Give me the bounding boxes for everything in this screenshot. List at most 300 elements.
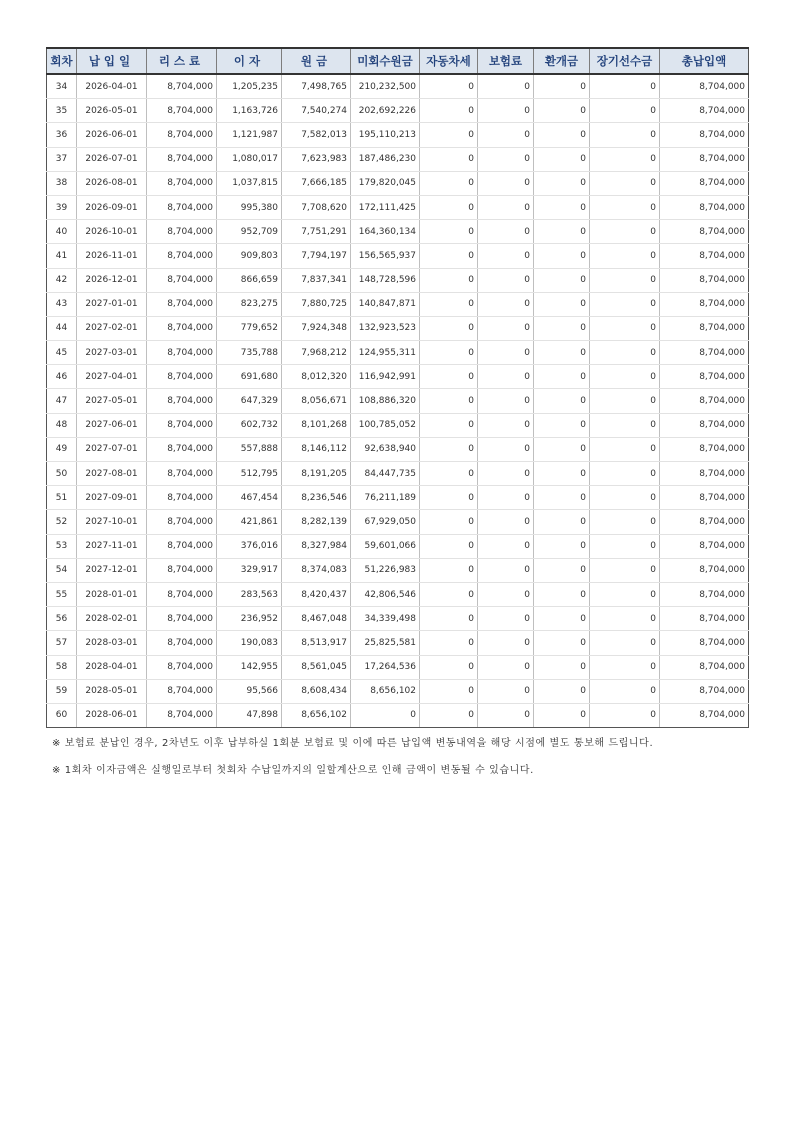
table-row xyxy=(47,389,749,413)
payment-date-cell: 2028-03-01 xyxy=(77,631,147,655)
insurance-cell: 0 xyxy=(478,703,534,727)
table-row xyxy=(47,679,749,703)
total-payment-cell: 8,704,000 xyxy=(660,413,749,437)
installment-no-cell: 46 xyxy=(47,365,77,389)
insurance-cell: 0 xyxy=(478,679,534,703)
header-interest: 이자 xyxy=(217,48,282,74)
lease-fee-cell: 8,704,000 xyxy=(147,244,217,268)
header-outstanding-principal: 미회수원금 xyxy=(351,48,420,74)
payment-date-cell: 2027-07-01 xyxy=(77,437,147,461)
refund-cell: 0 xyxy=(534,558,590,582)
principal-cell: 7,924,348 xyxy=(282,316,351,340)
principal-cell: 8,374,083 xyxy=(282,558,351,582)
installment-no-cell: 52 xyxy=(47,510,77,534)
car-tax-cell: 0 xyxy=(420,99,478,123)
principal-cell: 7,880,725 xyxy=(282,292,351,316)
principal-cell: 8,146,112 xyxy=(282,437,351,461)
refund-cell: 0 xyxy=(534,703,590,727)
principal-cell: 8,236,546 xyxy=(282,486,351,510)
refund-cell: 0 xyxy=(534,316,590,340)
car-tax-cell: 0 xyxy=(420,171,478,195)
payment-date-cell: 2027-03-01 xyxy=(77,341,147,365)
outstanding-principal-cell: 156,565,937 xyxy=(351,244,420,268)
lease-fee-cell: 8,704,000 xyxy=(147,486,217,510)
table-row xyxy=(47,486,749,510)
table-row xyxy=(47,534,749,558)
long-term-advance-cell: 0 xyxy=(590,437,660,461)
payment-date-cell: 2026-08-01 xyxy=(77,171,147,195)
insurance-cell: 0 xyxy=(478,365,534,389)
insurance-cell: 0 xyxy=(478,607,534,631)
table-body xyxy=(47,74,749,728)
long-term-advance-cell: 0 xyxy=(590,244,660,268)
table-row xyxy=(47,365,749,389)
insurance-cell: 0 xyxy=(478,437,534,461)
outstanding-principal-cell: 179,820,045 xyxy=(351,171,420,195)
total-payment-cell: 8,704,000 xyxy=(660,655,749,679)
interest-cell: 779,652 xyxy=(217,316,282,340)
lease-fee-cell: 8,704,000 xyxy=(147,316,217,340)
table-row xyxy=(47,123,749,147)
lease-fee-cell: 8,704,000 xyxy=(147,534,217,558)
lease-fee-cell: 8,704,000 xyxy=(147,220,217,244)
header-installment-no: 회차 xyxy=(47,48,77,74)
installment-no-cell: 38 xyxy=(47,171,77,195)
table-row xyxy=(47,582,749,606)
lease-fee-cell: 8,704,000 xyxy=(147,195,217,219)
principal-cell: 7,968,212 xyxy=(282,341,351,365)
insurance-cell: 0 xyxy=(478,316,534,340)
outstanding-principal-cell: 195,110,213 xyxy=(351,123,420,147)
installment-no-cell: 36 xyxy=(47,123,77,147)
total-payment-cell: 8,704,000 xyxy=(660,171,749,195)
refund-cell: 0 xyxy=(534,220,590,244)
insurance-cell: 0 xyxy=(478,582,534,606)
lease-fee-cell: 8,704,000 xyxy=(147,607,217,631)
principal-cell: 8,467,048 xyxy=(282,607,351,631)
car-tax-cell: 0 xyxy=(420,703,478,727)
total-payment-cell: 8,704,000 xyxy=(660,365,749,389)
long-term-advance-cell: 0 xyxy=(590,534,660,558)
payment-date-cell: 2026-07-01 xyxy=(77,147,147,171)
installment-no-cell: 47 xyxy=(47,389,77,413)
car-tax-cell: 0 xyxy=(420,123,478,147)
outstanding-principal-cell: 108,886,320 xyxy=(351,389,420,413)
table-row xyxy=(47,437,749,461)
refund-cell: 0 xyxy=(534,582,590,606)
total-payment-cell: 8,704,000 xyxy=(660,679,749,703)
interest-cell: 467,454 xyxy=(217,486,282,510)
payment-date-cell: 2026-12-01 xyxy=(77,268,147,292)
installment-no-cell: 55 xyxy=(47,582,77,606)
installment-no-cell: 50 xyxy=(47,462,77,486)
total-payment-cell: 8,704,000 xyxy=(660,582,749,606)
outstanding-principal-cell: 51,226,983 xyxy=(351,558,420,582)
refund-cell: 0 xyxy=(534,534,590,558)
long-term-advance-cell: 0 xyxy=(590,268,660,292)
outstanding-principal-cell: 34,339,498 xyxy=(351,607,420,631)
table-row xyxy=(47,631,749,655)
interest-cell: 283,563 xyxy=(217,582,282,606)
payment-schedule-table xyxy=(46,47,749,728)
refund-cell: 0 xyxy=(534,292,590,316)
payment-date-cell: 2027-05-01 xyxy=(77,389,147,413)
insurance-cell: 0 xyxy=(478,171,534,195)
interest-note: ※ 1회차 이자금액은 실행일로부터 첫회차 수납일까지의 일할계산으로 인해 금액이 변동될 수 있습니다. xyxy=(52,765,534,776)
car-tax-cell: 0 xyxy=(420,534,478,558)
total-payment-cell: 8,704,000 xyxy=(660,341,749,365)
table-row xyxy=(47,703,749,727)
principal-cell: 8,561,045 xyxy=(282,655,351,679)
principal-cell: 7,498,765 xyxy=(282,74,351,99)
insurance-cell: 0 xyxy=(478,195,534,219)
outstanding-principal-cell: 202,692,226 xyxy=(351,99,420,123)
outstanding-principal-cell: 25,825,581 xyxy=(351,631,420,655)
car-tax-cell: 0 xyxy=(420,437,478,461)
interest-cell: 1,037,815 xyxy=(217,171,282,195)
installment-no-cell: 44 xyxy=(47,316,77,340)
payment-date-cell: 2027-10-01 xyxy=(77,510,147,534)
insurance-cell: 0 xyxy=(478,413,534,437)
interest-cell: 735,788 xyxy=(217,341,282,365)
refund-cell: 0 xyxy=(534,437,590,461)
lease-fee-cell: 8,704,000 xyxy=(147,268,217,292)
outstanding-principal-cell: 172,111,425 xyxy=(351,195,420,219)
table-row xyxy=(47,244,749,268)
insurance-cell: 0 xyxy=(478,462,534,486)
payment-date-cell: 2026-05-01 xyxy=(77,99,147,123)
lease-fee-cell: 8,704,000 xyxy=(147,123,217,147)
total-payment-cell: 8,704,000 xyxy=(660,631,749,655)
car-tax-cell: 0 xyxy=(420,220,478,244)
installment-no-cell: 48 xyxy=(47,413,77,437)
outstanding-principal-cell: 84,447,735 xyxy=(351,462,420,486)
car-tax-cell: 0 xyxy=(420,558,478,582)
payment-date-cell: 2028-02-01 xyxy=(77,607,147,631)
car-tax-cell: 0 xyxy=(420,292,478,316)
header-refund: 환개금 xyxy=(534,48,590,74)
installment-no-cell: 59 xyxy=(47,679,77,703)
total-payment-cell: 8,704,000 xyxy=(660,437,749,461)
total-payment-cell: 8,704,000 xyxy=(660,74,749,99)
table-row xyxy=(47,607,749,631)
interest-cell: 823,275 xyxy=(217,292,282,316)
table-row xyxy=(47,462,749,486)
principal-cell: 8,012,320 xyxy=(282,365,351,389)
lease-fee-cell: 8,704,000 xyxy=(147,74,217,99)
table-row xyxy=(47,341,749,365)
refund-cell: 0 xyxy=(534,99,590,123)
outstanding-principal-cell: 164,360,134 xyxy=(351,220,420,244)
installment-no-cell: 40 xyxy=(47,220,77,244)
interest-cell: 142,955 xyxy=(217,655,282,679)
total-payment-cell: 8,704,000 xyxy=(660,703,749,727)
outstanding-principal-cell: 132,923,523 xyxy=(351,316,420,340)
outstanding-principal-cell: 59,601,066 xyxy=(351,534,420,558)
refund-cell: 0 xyxy=(534,655,590,679)
outstanding-principal-cell: 42,806,546 xyxy=(351,582,420,606)
interest-cell: 1,163,726 xyxy=(217,99,282,123)
lease-fee-cell: 8,704,000 xyxy=(147,655,217,679)
interest-cell: 909,803 xyxy=(217,244,282,268)
table-row xyxy=(47,655,749,679)
table-row xyxy=(47,195,749,219)
header-lease-fee: 리스료 xyxy=(147,48,217,74)
principal-cell: 7,837,341 xyxy=(282,268,351,292)
outstanding-principal-cell: 67,929,050 xyxy=(351,510,420,534)
principal-cell: 7,751,291 xyxy=(282,220,351,244)
long-term-advance-cell: 0 xyxy=(590,316,660,340)
long-term-advance-cell: 0 xyxy=(590,292,660,316)
installment-no-cell: 54 xyxy=(47,558,77,582)
car-tax-cell: 0 xyxy=(420,389,478,413)
lease-fee-cell: 8,704,000 xyxy=(147,558,217,582)
long-term-advance-cell: 0 xyxy=(590,389,660,413)
long-term-advance-cell: 0 xyxy=(590,365,660,389)
table-row xyxy=(47,316,749,340)
car-tax-cell: 0 xyxy=(420,582,478,606)
header-total-payment: 총납입액 xyxy=(660,48,749,74)
outstanding-principal-cell: 100,785,052 xyxy=(351,413,420,437)
total-payment-cell: 8,704,000 xyxy=(660,123,749,147)
payment-date-cell: 2026-06-01 xyxy=(77,123,147,147)
installment-no-cell: 43 xyxy=(47,292,77,316)
car-tax-cell: 0 xyxy=(420,486,478,510)
outstanding-principal-cell: 116,942,991 xyxy=(351,365,420,389)
car-tax-cell: 0 xyxy=(420,462,478,486)
header-principal: 원금 xyxy=(282,48,351,74)
car-tax-cell: 0 xyxy=(420,607,478,631)
refund-cell: 0 xyxy=(534,171,590,195)
refund-cell: 0 xyxy=(534,365,590,389)
interest-cell: 602,732 xyxy=(217,413,282,437)
total-payment-cell: 8,704,000 xyxy=(660,389,749,413)
long-term-advance-cell: 0 xyxy=(590,607,660,631)
total-payment-cell: 8,704,000 xyxy=(660,558,749,582)
car-tax-cell: 0 xyxy=(420,679,478,703)
payment-date-cell: 2026-04-01 xyxy=(77,74,147,99)
long-term-advance-cell: 0 xyxy=(590,195,660,219)
interest-cell: 376,016 xyxy=(217,534,282,558)
long-term-advance-cell: 0 xyxy=(590,123,660,147)
total-payment-cell: 8,704,000 xyxy=(660,147,749,171)
outstanding-principal-cell: 148,728,596 xyxy=(351,268,420,292)
lease-fee-cell: 8,704,000 xyxy=(147,99,217,123)
total-payment-cell: 8,704,000 xyxy=(660,534,749,558)
table-row xyxy=(47,292,749,316)
interest-cell: 95,566 xyxy=(217,679,282,703)
total-payment-cell: 8,704,000 xyxy=(660,462,749,486)
long-term-advance-cell: 0 xyxy=(590,558,660,582)
installment-no-cell: 42 xyxy=(47,268,77,292)
outstanding-principal-cell: 76,211,189 xyxy=(351,486,420,510)
principal-cell: 8,513,917 xyxy=(282,631,351,655)
lease-fee-cell: 8,704,000 xyxy=(147,171,217,195)
header-long-term-advance: 장기선수금 xyxy=(590,48,660,74)
principal-cell: 8,420,437 xyxy=(282,582,351,606)
outstanding-principal-cell: 8,656,102 xyxy=(351,679,420,703)
lease-fee-cell: 8,704,000 xyxy=(147,582,217,606)
total-payment-cell: 8,704,000 xyxy=(660,486,749,510)
lease-fee-cell: 8,704,000 xyxy=(147,703,217,727)
lease-fee-cell: 8,704,000 xyxy=(147,510,217,534)
total-payment-cell: 8,704,000 xyxy=(660,268,749,292)
insurance-cell: 0 xyxy=(478,389,534,413)
principal-cell: 7,623,983 xyxy=(282,147,351,171)
outstanding-principal-cell: 17,264,536 xyxy=(351,655,420,679)
long-term-advance-cell: 0 xyxy=(590,631,660,655)
installment-no-cell: 57 xyxy=(47,631,77,655)
table-row xyxy=(47,220,749,244)
principal-cell: 7,666,185 xyxy=(282,171,351,195)
refund-cell: 0 xyxy=(534,341,590,365)
car-tax-cell: 0 xyxy=(420,655,478,679)
principal-cell: 8,101,268 xyxy=(282,413,351,437)
insurance-cell: 0 xyxy=(478,220,534,244)
installment-no-cell: 53 xyxy=(47,534,77,558)
lease-fee-cell: 8,704,000 xyxy=(147,437,217,461)
total-payment-cell: 8,704,000 xyxy=(660,607,749,631)
refund-cell: 0 xyxy=(534,195,590,219)
total-payment-cell: 8,704,000 xyxy=(660,316,749,340)
lease-fee-cell: 8,704,000 xyxy=(147,462,217,486)
insurance-cell: 0 xyxy=(478,341,534,365)
car-tax-cell: 0 xyxy=(420,244,478,268)
total-payment-cell: 8,704,000 xyxy=(660,244,749,268)
payment-date-cell: 2027-11-01 xyxy=(77,534,147,558)
interest-cell: 691,680 xyxy=(217,365,282,389)
principal-cell: 7,794,197 xyxy=(282,244,351,268)
installment-no-cell: 45 xyxy=(47,341,77,365)
total-payment-cell: 8,704,000 xyxy=(660,292,749,316)
interest-cell: 1,205,235 xyxy=(217,74,282,99)
long-term-advance-cell: 0 xyxy=(590,413,660,437)
car-tax-cell: 0 xyxy=(420,510,478,534)
interest-cell: 866,659 xyxy=(217,268,282,292)
table-row xyxy=(47,171,749,195)
refund-cell: 0 xyxy=(534,510,590,534)
interest-cell: 647,329 xyxy=(217,389,282,413)
payment-date-cell: 2027-01-01 xyxy=(77,292,147,316)
table-row xyxy=(47,147,749,171)
insurance-cell: 0 xyxy=(478,486,534,510)
lease-fee-cell: 8,704,000 xyxy=(147,365,217,389)
interest-cell: 190,083 xyxy=(217,631,282,655)
table-row xyxy=(47,558,749,582)
principal-cell: 7,708,620 xyxy=(282,195,351,219)
payment-date-cell: 2027-02-01 xyxy=(77,316,147,340)
principal-cell: 8,282,139 xyxy=(282,510,351,534)
long-term-advance-cell: 0 xyxy=(590,220,660,244)
interest-cell: 557,888 xyxy=(217,437,282,461)
interest-cell: 995,380 xyxy=(217,195,282,219)
installment-no-cell: 37 xyxy=(47,147,77,171)
car-tax-cell: 0 xyxy=(420,147,478,171)
payment-date-cell: 2027-08-01 xyxy=(77,462,147,486)
lease-fee-cell: 8,704,000 xyxy=(147,679,217,703)
insurance-cell: 0 xyxy=(478,558,534,582)
long-term-advance-cell: 0 xyxy=(590,147,660,171)
long-term-advance-cell: 0 xyxy=(590,582,660,606)
installment-no-cell: 34 xyxy=(47,74,77,99)
interest-cell: 236,952 xyxy=(217,607,282,631)
refund-cell: 0 xyxy=(534,462,590,486)
payment-date-cell: 2027-12-01 xyxy=(77,558,147,582)
long-term-advance-cell: 0 xyxy=(590,171,660,195)
interest-cell: 47,898 xyxy=(217,703,282,727)
interest-cell: 952,709 xyxy=(217,220,282,244)
insurance-note: ※ 보험료 분납인 경우, 2차년도 이후 납부하실 1회분 보험료 및 이에 따른 납입액 변동내역을 해당 시점에 별도 통보해 드립니다. xyxy=(52,738,654,749)
refund-cell: 0 xyxy=(534,413,590,437)
insurance-cell: 0 xyxy=(478,244,534,268)
long-term-advance-cell: 0 xyxy=(590,655,660,679)
table-row xyxy=(47,413,749,437)
header-car-tax: 자동차세 xyxy=(420,48,478,74)
principal-cell: 8,191,205 xyxy=(282,462,351,486)
car-tax-cell: 0 xyxy=(420,74,478,99)
lease-fee-cell: 8,704,000 xyxy=(147,389,217,413)
table-row xyxy=(47,268,749,292)
table-row xyxy=(47,74,749,99)
principal-cell: 8,327,984 xyxy=(282,534,351,558)
principal-cell: 8,608,434 xyxy=(282,679,351,703)
outstanding-principal-cell: 187,486,230 xyxy=(351,147,420,171)
insurance-cell: 0 xyxy=(478,268,534,292)
payment-date-cell: 2028-06-01 xyxy=(77,703,147,727)
principal-cell: 8,656,102 xyxy=(282,703,351,727)
installment-no-cell: 56 xyxy=(47,607,77,631)
refund-cell: 0 xyxy=(534,389,590,413)
refund-cell: 0 xyxy=(534,486,590,510)
outstanding-principal-cell: 210,232,500 xyxy=(351,74,420,99)
lease-fee-cell: 8,704,000 xyxy=(147,341,217,365)
payment-date-cell: 2027-04-01 xyxy=(77,365,147,389)
interest-cell: 421,861 xyxy=(217,510,282,534)
refund-cell: 0 xyxy=(534,123,590,147)
insurance-cell: 0 xyxy=(478,123,534,147)
header-payment-date: 납입일 xyxy=(77,48,147,74)
installment-no-cell: 35 xyxy=(47,99,77,123)
insurance-cell: 0 xyxy=(478,292,534,316)
car-tax-cell: 0 xyxy=(420,268,478,292)
principal-cell: 7,582,013 xyxy=(282,123,351,147)
total-payment-cell: 8,704,000 xyxy=(660,220,749,244)
long-term-advance-cell: 0 xyxy=(590,510,660,534)
lease-fee-cell: 8,704,000 xyxy=(147,147,217,171)
outstanding-principal-cell: 92,638,940 xyxy=(351,437,420,461)
payment-date-cell: 2028-01-01 xyxy=(77,582,147,606)
total-payment-cell: 8,704,000 xyxy=(660,195,749,219)
car-tax-cell: 0 xyxy=(420,631,478,655)
long-term-advance-cell: 0 xyxy=(590,99,660,123)
lease-fee-cell: 8,704,000 xyxy=(147,413,217,437)
table-row xyxy=(47,99,749,123)
insurance-cell: 0 xyxy=(478,147,534,171)
insurance-cell: 0 xyxy=(478,510,534,534)
car-tax-cell: 0 xyxy=(420,413,478,437)
payment-date-cell: 2026-09-01 xyxy=(77,195,147,219)
payment-date-cell: 2027-06-01 xyxy=(77,413,147,437)
principal-cell: 8,056,671 xyxy=(282,389,351,413)
insurance-cell: 0 xyxy=(478,655,534,679)
installment-no-cell: 49 xyxy=(47,437,77,461)
insurance-cell: 0 xyxy=(478,99,534,123)
total-payment-cell: 8,704,000 xyxy=(660,510,749,534)
installment-no-cell: 51 xyxy=(47,486,77,510)
payment-date-cell: 2026-11-01 xyxy=(77,244,147,268)
car-tax-cell: 0 xyxy=(420,365,478,389)
long-term-advance-cell: 0 xyxy=(590,486,660,510)
